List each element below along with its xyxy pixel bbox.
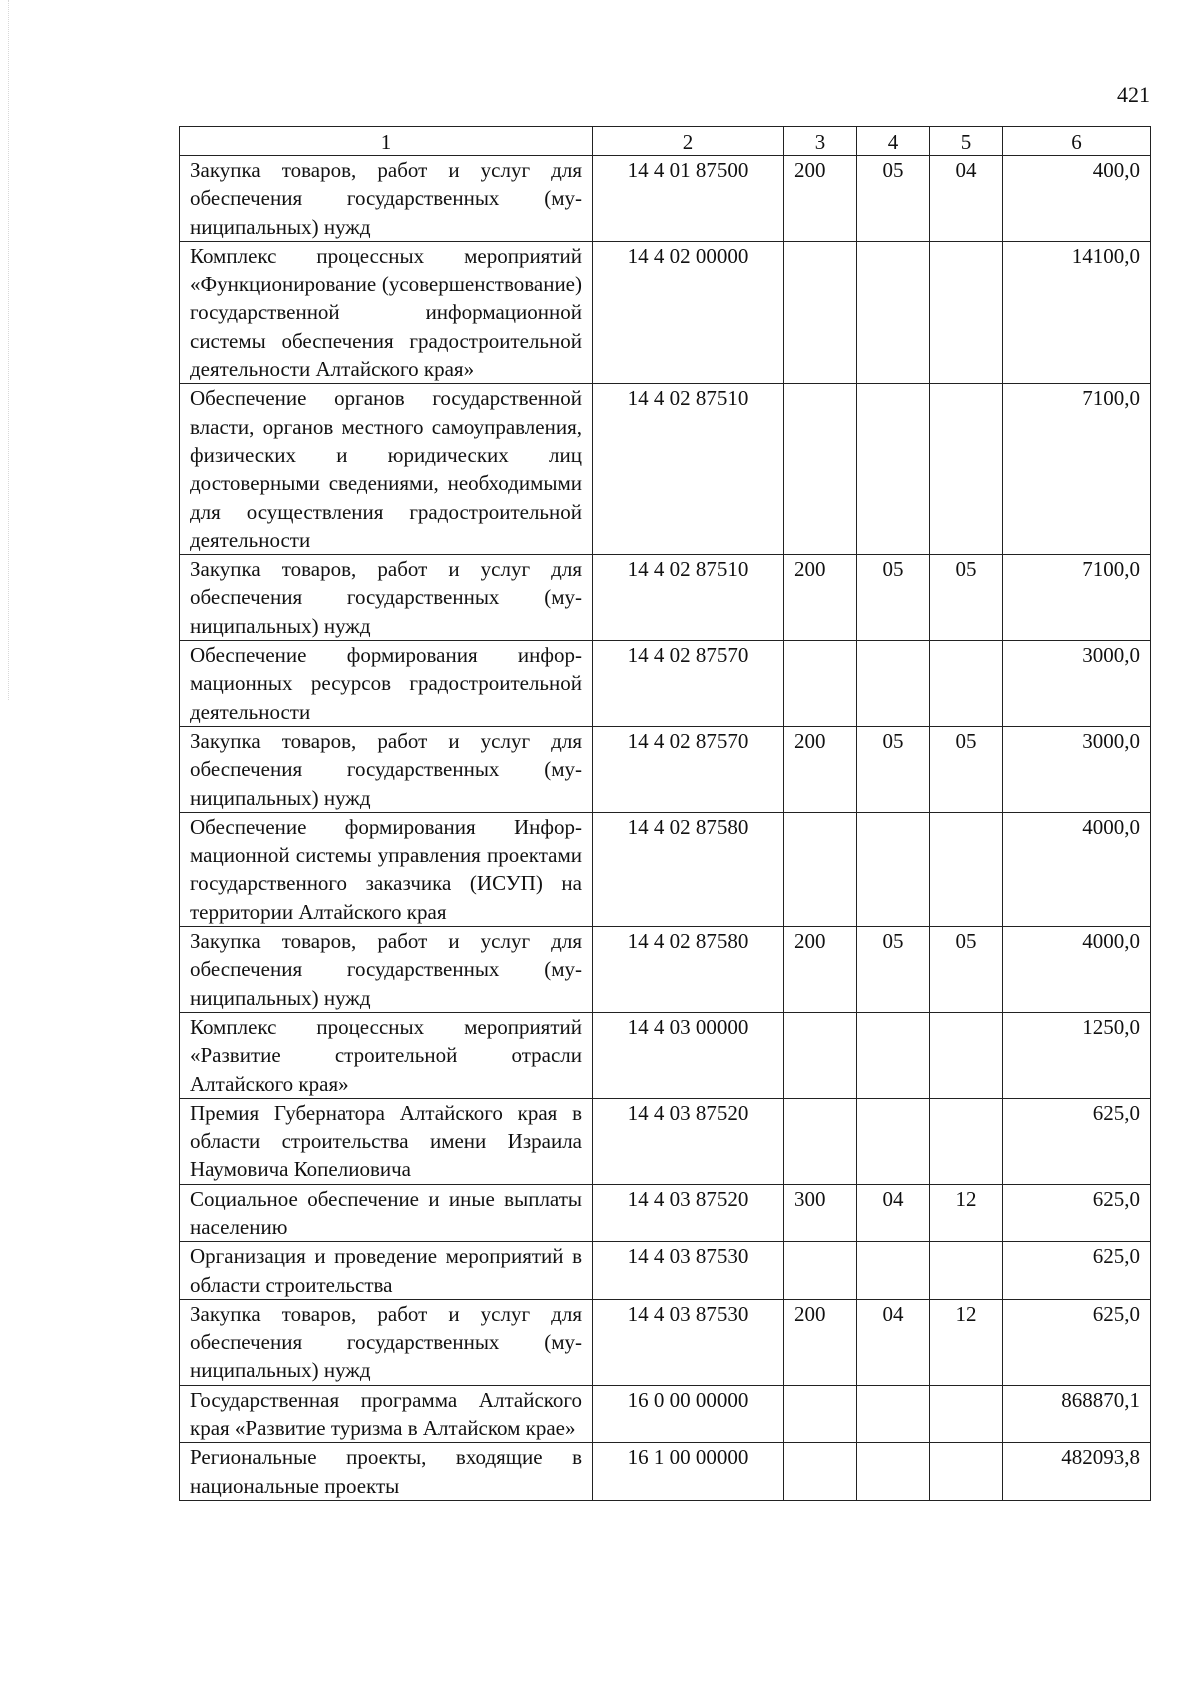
cell-subsection (930, 1242, 1003, 1300)
cell-amount: 1250,0 (1003, 1012, 1151, 1098)
table-row (180, 1184, 1151, 1242)
cell-amount: 4000,0 (1003, 927, 1151, 1013)
header-col-1: 1 (180, 127, 593, 156)
table-row (180, 1299, 1151, 1385)
cell-name: Закупка товаров, работ и услуг для обеспечения государственных (муниципальных) нужд (180, 927, 593, 1013)
cell-subsection: 04 (930, 156, 1003, 242)
cell-section (857, 1443, 930, 1501)
budget-table (179, 126, 1151, 1501)
table-row (180, 1242, 1151, 1300)
cell-section (857, 641, 930, 727)
cell-code: 14 4 02 87570 (593, 641, 784, 727)
header-col-2: 2 (593, 127, 784, 156)
cell-section (857, 1242, 930, 1300)
cell-subsection (930, 241, 1003, 383)
table-row (180, 641, 1151, 727)
cell-subsection: 05 (930, 555, 1003, 641)
cell-name: Комплекс процессных мероприятий «Функционирование (усовершенствование) государственной информационной системы обеспечения градостроительной деятельности Алтайского края» (180, 241, 593, 383)
cell-code: 14 4 03 87530 (593, 1299, 784, 1385)
cell-amount: 625,0 (1003, 1299, 1151, 1385)
cell-expense-type (784, 1242, 857, 1300)
cell-section (857, 1012, 930, 1098)
table-body (180, 156, 1151, 1501)
cell-expense-type (784, 641, 857, 727)
cell-name: Закупка товаров, работ и услуг для обеспечения государственных (муниципальных) нужд (180, 726, 593, 812)
cell-expense-type (784, 241, 857, 383)
cell-expense-type (784, 1385, 857, 1443)
cell-amount: 400,0 (1003, 156, 1151, 242)
cell-code: 14 4 02 00000 (593, 241, 784, 383)
cell-amount: 625,0 (1003, 1242, 1151, 1300)
cell-section (857, 1385, 930, 1443)
cell-subsection: 05 (930, 927, 1003, 1013)
cell-name: Обеспечение органов государственной власти, органов местного самоуправления, физических и юридических лиц достоверными сведениями, необходимыми для осуществления градостроительной деятельности (180, 384, 593, 555)
cell-expense-type: 300 (784, 1184, 857, 1242)
cell-section (857, 812, 930, 926)
table-row (180, 812, 1151, 926)
cell-name: Премия Губернатора Алтайского края в области строительства имени Израила Наумовича Копелиовича (180, 1098, 593, 1184)
cell-code: 14 4 03 87530 (593, 1242, 784, 1300)
cell-subsection (930, 641, 1003, 727)
cell-expense-type: 200 (784, 726, 857, 812)
cell-subsection (930, 384, 1003, 555)
cell-code: 14 4 03 00000 (593, 1012, 784, 1098)
cell-expense-type (784, 1012, 857, 1098)
cell-amount: 3000,0 (1003, 726, 1151, 812)
cell-section: 05 (857, 156, 930, 242)
cell-subsection (930, 1012, 1003, 1098)
scan-edge-mark (8, 0, 10, 700)
header-col-3: 3 (784, 127, 857, 156)
cell-name: Региональные проекты, входящие в национальные проекты (180, 1443, 593, 1501)
cell-code: 14 4 03 87520 (593, 1098, 784, 1184)
cell-code: 14 4 02 87510 (593, 384, 784, 555)
cell-name: Организация и проведение мероприятий в области строительства (180, 1242, 593, 1300)
cell-expense-type (784, 1098, 857, 1184)
cell-code: 16 1 00 00000 (593, 1443, 784, 1501)
cell-expense-type (784, 812, 857, 926)
cell-name: Закупка товаров, работ и услуг для обеспечения государственных (муниципальных) нужд (180, 1299, 593, 1385)
cell-subsection: 12 (930, 1299, 1003, 1385)
cell-subsection: 12 (930, 1184, 1003, 1242)
cell-section: 05 (857, 927, 930, 1013)
cell-amount: 482093,8 (1003, 1443, 1151, 1501)
cell-subsection (930, 1385, 1003, 1443)
cell-section (857, 384, 930, 555)
cell-name: Обеспечение формирования Информационной системы управления проектами государственного заказчика (ИСУП) на территории Алтайского края (180, 812, 593, 926)
cell-expense-type (784, 384, 857, 555)
cell-section: 04 (857, 1299, 930, 1385)
cell-amount: 868870,1 (1003, 1385, 1151, 1443)
cell-amount: 3000,0 (1003, 641, 1151, 727)
cell-subsection (930, 1098, 1003, 1184)
table-row (180, 384, 1151, 555)
cell-section (857, 241, 930, 383)
table-row (180, 927, 1151, 1013)
cell-section: 04 (857, 1184, 930, 1242)
cell-expense-type: 200 (784, 1299, 857, 1385)
cell-amount: 625,0 (1003, 1098, 1151, 1184)
cell-expense-type: 200 (784, 156, 857, 242)
table-row (180, 1443, 1151, 1501)
cell-code: 14 4 02 87580 (593, 812, 784, 926)
table-row (180, 555, 1151, 641)
table-row (180, 241, 1151, 383)
header-col-4: 4 (857, 127, 930, 156)
cell-amount: 7100,0 (1003, 555, 1151, 641)
page-number: 421 (1117, 82, 1150, 107)
cell-name: Закупка товаров, работ и услуг для обеспечения государственных (муниципальных) нужд (180, 555, 593, 641)
cell-amount: 14100,0 (1003, 241, 1151, 383)
table-row (180, 156, 1151, 242)
table-row (180, 1098, 1151, 1184)
cell-section: 05 (857, 726, 930, 812)
cell-subsection (930, 812, 1003, 926)
cell-amount: 625,0 (1003, 1184, 1151, 1242)
table-row (180, 1385, 1151, 1443)
cell-section (857, 1098, 930, 1184)
cell-name: Закупка товаров, работ и услуг для обеспечения государственных (муниципальных) нужд (180, 156, 593, 242)
cell-name: Обеспечение формирования информационных ресурсов градостроительной деятельности (180, 641, 593, 727)
cell-code: 16 0 00 00000 (593, 1385, 784, 1443)
cell-code: 14 4 03 87520 (593, 1184, 784, 1242)
cell-expense-type (784, 1443, 857, 1501)
cell-expense-type: 200 (784, 555, 857, 641)
cell-code: 14 4 02 87580 (593, 927, 784, 1013)
cell-name: Государственная программа Алтайского края «Развитие туризма в Алтайском крае» (180, 1385, 593, 1443)
cell-name: Комплекс процессных мероприятий «Развитие строительной отрасли Алтайского края» (180, 1012, 593, 1098)
table-row (180, 1012, 1151, 1098)
cell-expense-type: 200 (784, 927, 857, 1013)
table-header-row (180, 127, 1151, 156)
cell-code: 14 4 01 87500 (593, 156, 784, 242)
header-col-6: 6 (1003, 127, 1151, 156)
cell-subsection: 05 (930, 726, 1003, 812)
header-col-5: 5 (930, 127, 1003, 156)
cell-amount: 7100,0 (1003, 384, 1151, 555)
table-row (180, 726, 1151, 812)
cell-section: 05 (857, 555, 930, 641)
cell-code: 14 4 02 87570 (593, 726, 784, 812)
cell-subsection (930, 1443, 1003, 1501)
cell-name: Социальное обеспечение и иные выплаты населению (180, 1184, 593, 1242)
cell-code: 14 4 02 87510 (593, 555, 784, 641)
cell-amount: 4000,0 (1003, 812, 1151, 926)
